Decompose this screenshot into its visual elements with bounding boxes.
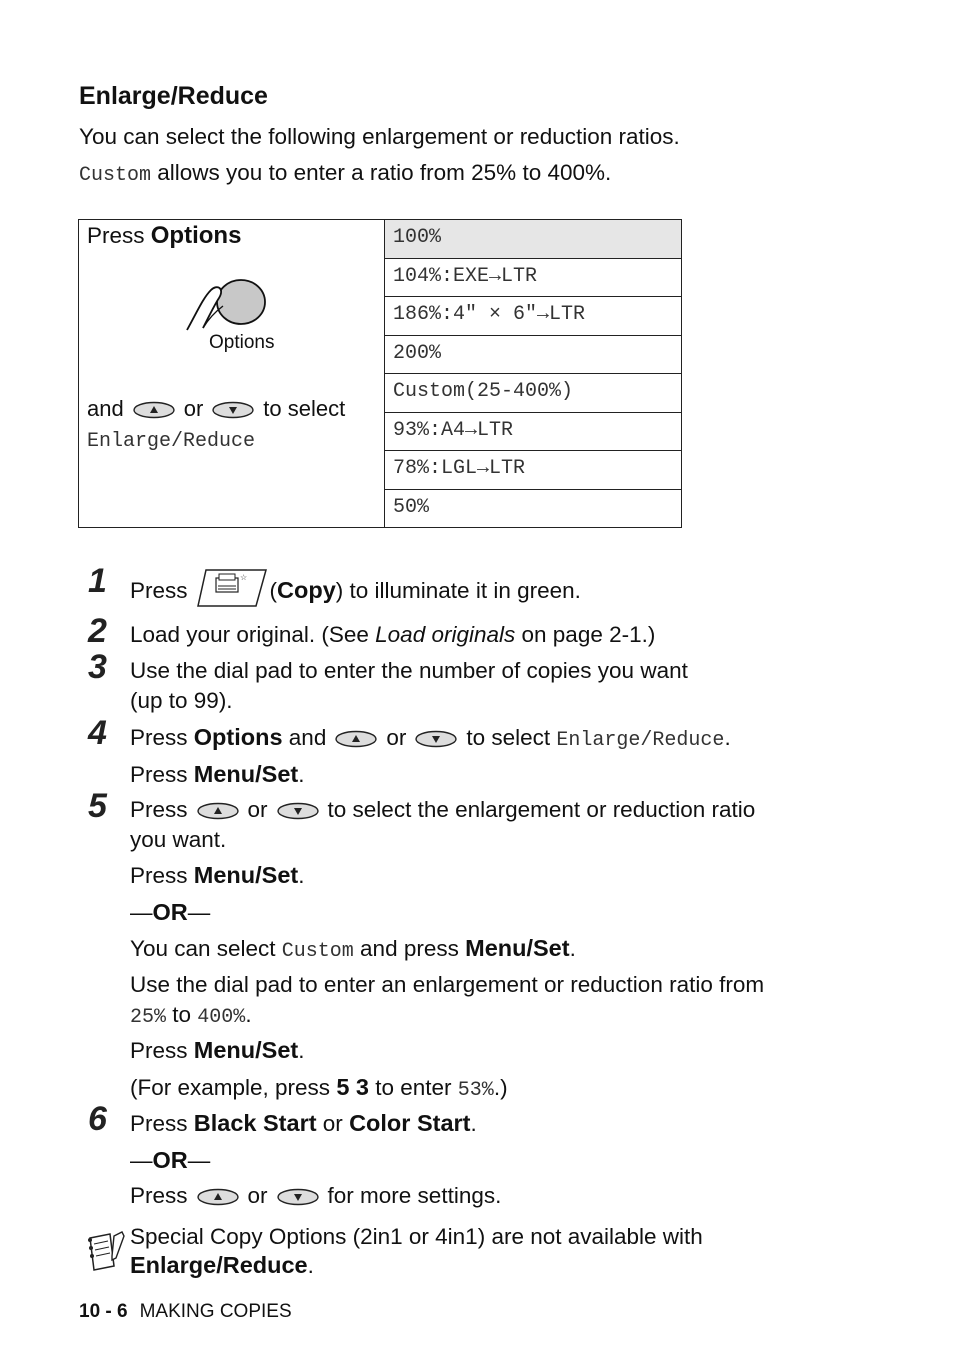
or-separator: —OR— [130,899,211,925]
or-separator: —OR— [130,1147,211,1173]
step-3-line1: Use the dial pad to enter the number of copies you want [130,658,688,683]
options-button-icon [179,272,289,362]
copy-key-icon [196,564,268,610]
step-5-press-menuset: Press Menu/Set. [130,862,305,888]
down-arrow-key-icon [276,1187,320,1207]
note-line2: Enlarge/Reduce. [130,1252,314,1278]
ratio-option: 100% [385,220,681,259]
step-4-press-menuset: Press Menu/Set. [130,761,305,787]
intro-custom-rest: allows you to enter a ratio from 25% to 400%. [151,160,612,185]
step-1-text: Press ☆ (Copy) to illuminate it in green. [130,574,581,610]
step-number: 2 [88,612,107,650]
ratio-table [78,219,682,528]
custom-word: Custom [79,164,152,187]
up-arrow-key-icon [196,801,240,821]
select-instruction: and or to select [87,396,346,421]
down-arrow-key-icon [414,729,458,749]
ratio-option: Custom(25-400%) [385,374,681,413]
ratio-option: 78%:LGL→LTR [385,451,681,490]
instruction-cell [79,220,385,527]
step-5-custom: You can select Custom and press Menu/Set. [130,935,576,963]
step-5-dial-line2: 25% to 400%. [130,1002,252,1029]
press-options-text: Press Options [87,222,242,249]
up-arrow-key-icon [196,1187,240,1207]
step-number: 1 [88,562,107,600]
step-6-more-settings: Press or for more settings. [130,1183,502,1208]
step-4-text: Press Options and or to select Enlarge/Reduce. [130,724,731,752]
ratio-list [385,220,681,528]
section-heading: Enlarge/Reduce [79,82,268,110]
options-button-label: Options [209,332,275,353]
note-line1: Special Copy Options (2in1 or 4in1) are not available with [130,1224,703,1249]
ratio-option: 104%:EXE→LTR [385,259,681,298]
ratio-option: 93%:A4→LTR [385,413,681,452]
step-number: 5 [88,787,107,825]
intro-text: You can select the following enlargement or reduction ratios. [79,124,680,149]
step-2-text: Load your original. (See Load originals on page 2-1.) [130,622,656,647]
step-number: 4 [88,714,107,752]
intro-custom-text [79,160,611,187]
ratio-option: 200% [385,336,681,375]
step-5-example: (For example, press 5 3 to enter 53%.) [130,1074,508,1102]
step-6-text: Press Black Start or Color Start. [130,1110,477,1136]
ratio-option: 50% [393,495,430,519]
step-number: 6 [88,1100,107,1138]
load-originals-ref: Load originals [375,622,516,647]
svg-text:☆: ☆ [239,573,247,582]
down-arrow-key-icon [211,400,255,420]
down-arrow-key-icon [276,801,320,821]
step-5-text: Press or to select the enlargement or reduction ratio [130,797,756,822]
page-number: 10 - 6 [79,1301,128,1322]
step-5-press-menuset-2: Press Menu/Set. [130,1037,305,1063]
menu-item-enlarge-reduce: Enlarge/Reduce [87,430,256,453]
section-name: MAKING COPIES [139,1301,292,1322]
page-footer [79,1301,292,1323]
ratio-option: 186%:4" × 6"→LTR [385,297,681,336]
up-arrow-key-icon [132,400,176,420]
menu-item-enlarge-reduce: Enlarge/Reduce [556,729,725,752]
up-arrow-key-icon [334,729,378,749]
step-3-line2: (up to 99). [130,688,233,713]
options-label: Options [150,222,242,249]
step-5-line2: you want. [130,827,227,852]
copy-label: Copy [277,576,336,603]
step-number: 3 [88,648,107,686]
note-pencil-icon [84,1228,126,1272]
step-5-dial-line1: Use the dial pad to enter an enlargement or reduction ratio from [130,972,765,997]
